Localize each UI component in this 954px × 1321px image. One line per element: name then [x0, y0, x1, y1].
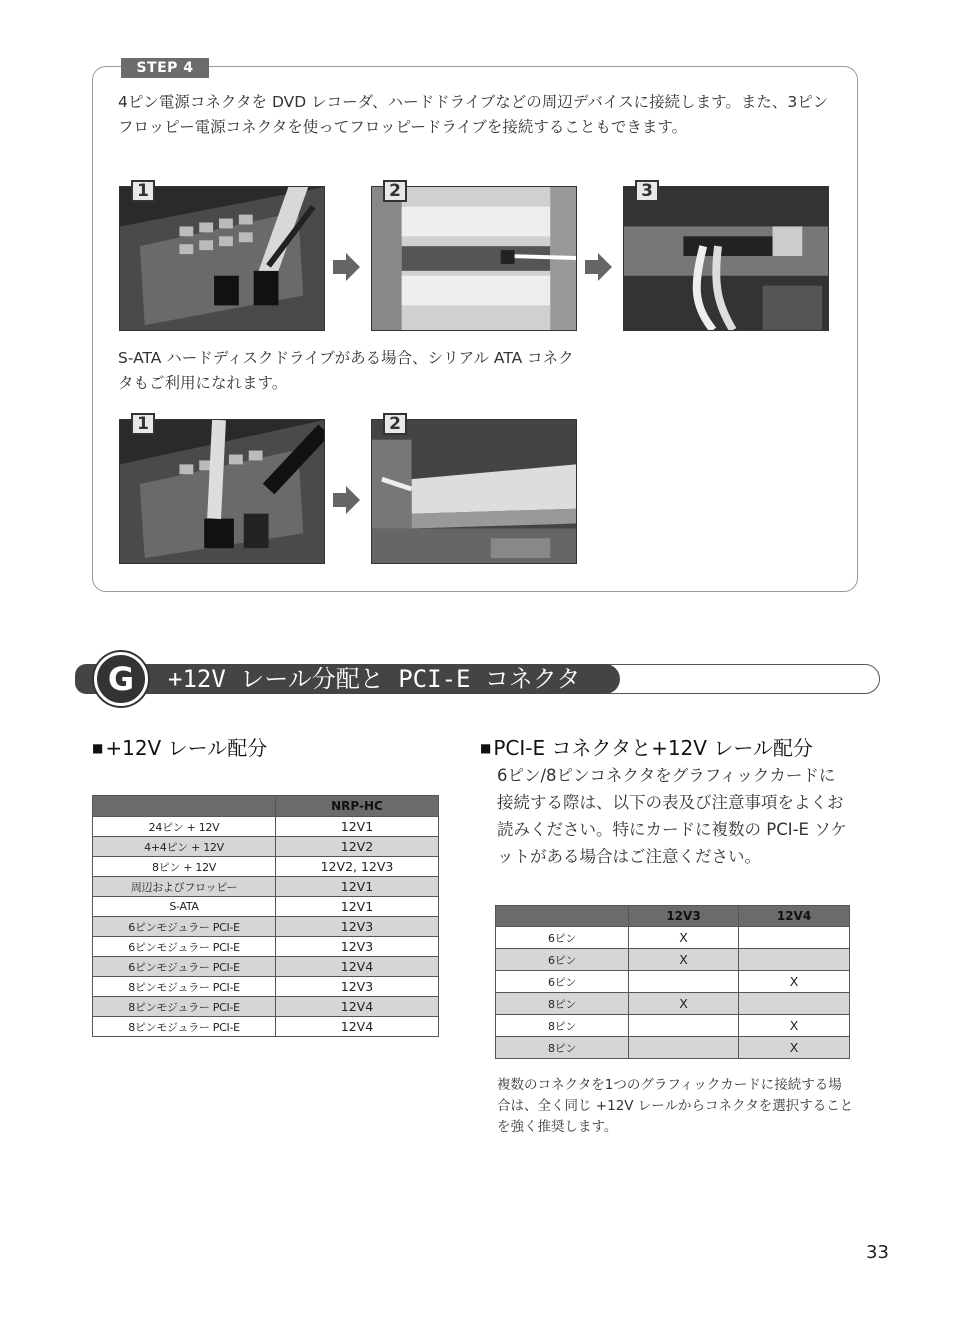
table-row-label: 8ピンモジュラー PCI-E: [93, 997, 276, 1017]
table-row: [496, 1015, 850, 1037]
table-header-cell: [496, 906, 629, 927]
table-row: [93, 937, 439, 957]
table-row-label: 24ピン + 12V: [93, 817, 276, 837]
photo-step1-psu: [119, 186, 325, 331]
photo-sata-step2-hdd: [371, 419, 577, 564]
table-row: [93, 917, 439, 937]
bullet-square-icon: ■: [92, 741, 104, 755]
pci-note: 複数のコネクタを1つのグラフィックカードに接続する場合は、全く同じ +12V レールからコネクタを選択することを強く推奨します。: [497, 1077, 854, 1135]
table-row: [93, 877, 439, 897]
table-cell: [739, 927, 850, 949]
table-row: [496, 971, 850, 993]
table-cell: [629, 1015, 739, 1037]
table-cell: X: [739, 1015, 850, 1037]
table-row: [93, 857, 439, 877]
sata-description: S-ATA ハードディスクドライブがある場合、シリアル ATA コネクタもご利用になれます。: [118, 349, 574, 392]
table-row-label: 6ピン: [496, 927, 629, 949]
photo-number-badge: 2: [383, 180, 407, 202]
table-row: [496, 949, 850, 971]
table-cell: 12V3: [276, 937, 439, 957]
table-row-label: 6ピンモジュラー PCI-E: [93, 917, 276, 937]
table-row-label: 6ピン: [496, 971, 629, 993]
table-row-label: 6ピンモジュラー PCI-E: [93, 937, 276, 957]
section-title: +12V レール分配と PCI-E コネクタ: [168, 665, 581, 693]
arrow-right-icon: [331, 485, 361, 515]
table-cell: 12V3: [276, 977, 439, 997]
table-row: [93, 817, 439, 837]
table-cell: 12V4: [276, 997, 439, 1017]
table-cell: [629, 971, 739, 993]
table-cell: X: [629, 927, 739, 949]
pci-connector-table: [495, 905, 850, 1059]
table-cell: [739, 993, 850, 1015]
photo-step2-drive-bay: [371, 186, 577, 331]
table-cell: [739, 949, 850, 971]
table-row: [93, 997, 439, 1017]
table-row-label: 8ピン + 12V: [93, 857, 276, 877]
table-header-row: [496, 906, 850, 927]
table-cell: X: [629, 949, 739, 971]
table-cell: 12V4: [276, 1017, 439, 1037]
table-row: [93, 1017, 439, 1037]
table-row-label: 周辺およびフロッピー: [93, 877, 276, 897]
table-cell: 12V1: [276, 877, 439, 897]
table-cell: 12V1: [276, 817, 439, 837]
table-header-cell: 12V3: [629, 906, 739, 927]
rail-distribution-table: [92, 795, 439, 1037]
table-row-label: 8ピン: [496, 1037, 629, 1059]
pci-description: 6ピン/8ピンコネクタをグラフィックカードに接続する際は、以下の表及び注意事項をよくお読みください。特にカードに複数の PCI-E ソケットがある場合はご注意ください。: [497, 766, 848, 866]
table-row-label: 4+4ピン + 12V: [93, 837, 276, 857]
section-letter-badge: G: [94, 652, 148, 706]
table-row-label: 6ピンモジュラー PCI-E: [93, 957, 276, 977]
photo-number-badge: 1: [131, 180, 155, 202]
table-row-label: 8ピンモジュラー PCI-E: [93, 1017, 276, 1037]
table-cell: [629, 1037, 739, 1059]
table-cell: X: [739, 1037, 850, 1059]
table-header-cell: NRP-HC: [276, 796, 439, 817]
photo-number-badge: 2: [383, 413, 407, 435]
table-row-label: 8ピンモジュラー PCI-E: [93, 977, 276, 997]
step-description: 4ピン電源コネクタを DVD レコーダ、ハードドライブなどの周辺デバイスに接続します。また、3ピンフロッピー電源コネクタを使ってフロッピードライブを接続することもできます。: [118, 93, 829, 136]
rail-heading: [92, 732, 267, 761]
table-row: [496, 1037, 850, 1059]
table-cell: X: [629, 993, 739, 1015]
table-cell: X: [739, 971, 850, 993]
table-cell: 12V2, 12V3: [276, 857, 439, 877]
table-cell: 12V2: [276, 837, 439, 857]
bullet-square-icon: ■: [480, 741, 492, 755]
table-row-label: 8ピン: [496, 1015, 629, 1037]
photo-step3-connected-drive: [623, 186, 829, 331]
table-row: [93, 977, 439, 997]
arrow-right-icon: [331, 252, 361, 282]
photo-sata-step1-psu: [119, 419, 325, 564]
table-row: [496, 927, 850, 949]
photo-number-badge: 1: [131, 413, 155, 435]
table-row: [93, 837, 439, 857]
table-row: [496, 993, 850, 1015]
page-number: 33: [866, 1242, 889, 1263]
table-row: [93, 897, 439, 917]
table-row: [93, 957, 439, 977]
table-cell: 12V3: [276, 917, 439, 937]
step-label: STEP 4: [121, 58, 209, 78]
table-header-row: [93, 796, 439, 817]
table-cell: 12V1: [276, 897, 439, 917]
table-header-cell: [93, 796, 276, 817]
table-row-label: 8ピン: [496, 993, 629, 1015]
pci-heading-text: PCI-E コネクタと+12V レール配分: [493, 736, 813, 760]
table-row-label: S-ATA: [93, 897, 276, 917]
table-cell: 12V4: [276, 957, 439, 977]
arrow-right-icon: [583, 252, 613, 282]
table-header-cell: 12V4: [739, 906, 850, 927]
pci-heading: [480, 732, 813, 761]
photo-number-badge: 3: [635, 180, 659, 202]
table-row-label: 6ピン: [496, 949, 629, 971]
rail-heading-text: +12V レール配分: [105, 736, 268, 760]
